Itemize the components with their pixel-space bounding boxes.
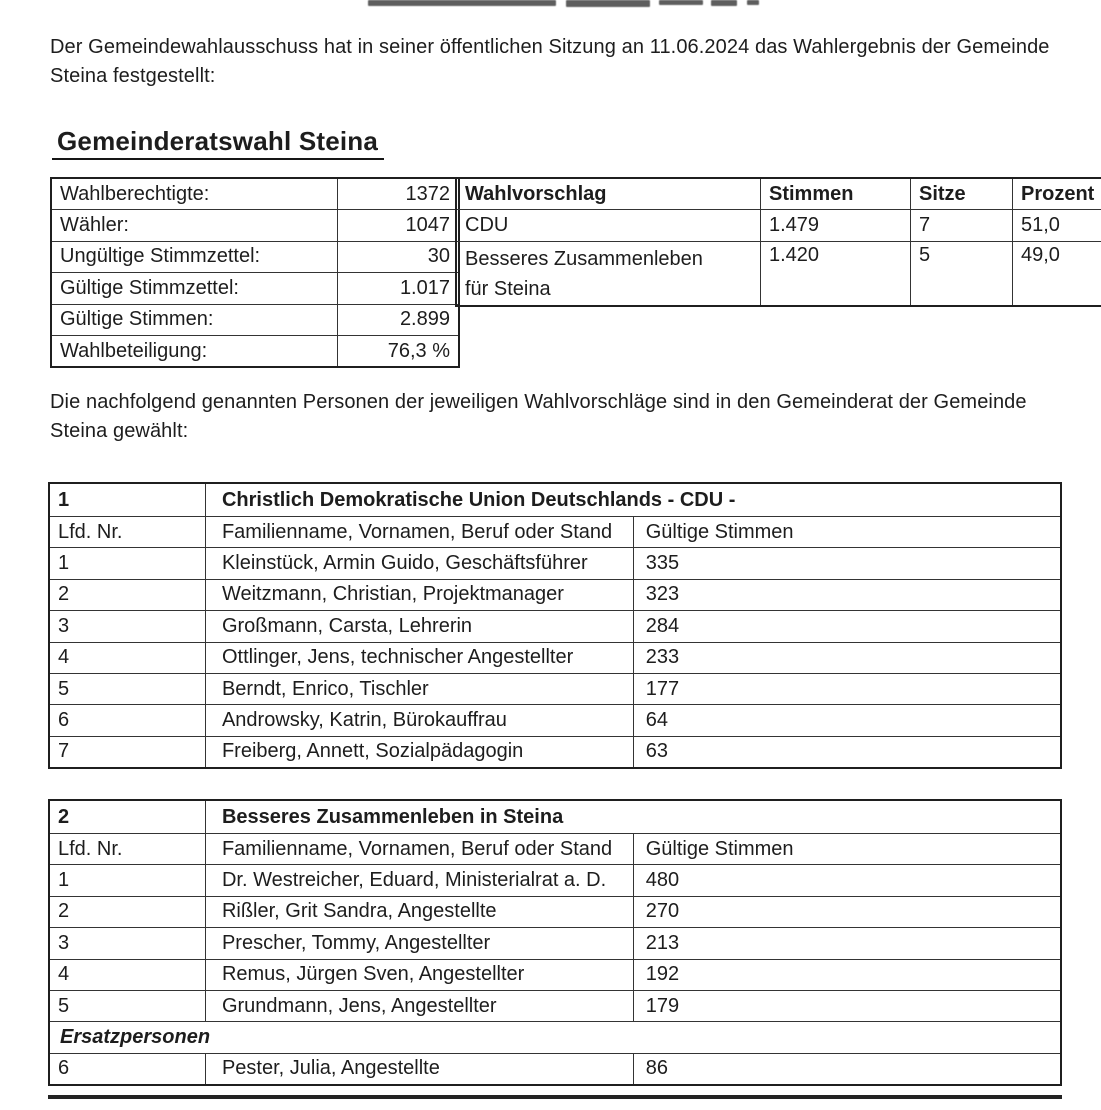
candidate-row bbox=[49, 865, 1061, 896]
column-header: Lfd. Nr. bbox=[49, 834, 205, 865]
results-cell bbox=[456, 241, 761, 306]
candidate-votes: 177 bbox=[633, 673, 1061, 704]
candidate-number: 3 bbox=[49, 928, 205, 959]
turnout-summary-table bbox=[50, 177, 460, 368]
candidate-name: Kleinstück, Armin Guido, Geschäftsführer bbox=[205, 548, 633, 579]
candidate-number: 4 bbox=[49, 642, 205, 673]
results-cell: 5 bbox=[911, 241, 1013, 306]
candidate-number: 5 bbox=[49, 673, 205, 704]
column-header: Gültige Stimmen bbox=[633, 834, 1061, 865]
candidate-votes: 192 bbox=[633, 959, 1061, 990]
results-row bbox=[456, 241, 1101, 306]
summary-value: 30 bbox=[338, 241, 460, 272]
candidate-name: Ottlinger, Jens, technischer Angestellter bbox=[205, 642, 633, 673]
summary-label: Wahlberechtigte: bbox=[51, 178, 338, 210]
candidate-number: 2 bbox=[49, 896, 205, 927]
candidate-row bbox=[49, 736, 1061, 768]
candidate-row bbox=[49, 611, 1061, 642]
results-cell: CDU bbox=[456, 210, 761, 241]
summary-value: 76,3 % bbox=[338, 335, 460, 367]
candidate-number: 3 bbox=[49, 611, 205, 642]
summary-label: Wahlbeteiligung: bbox=[51, 335, 338, 367]
summary-value: 1047 bbox=[338, 210, 460, 241]
party-table-besseres-zusammenleben bbox=[48, 799, 1062, 1086]
candidate-number: 2 bbox=[49, 579, 205, 610]
column-header: Sitze bbox=[911, 178, 1013, 210]
column-header: Familienname, Vornamen, Beruf oder Stand bbox=[205, 834, 633, 865]
summary-value: 2.899 bbox=[338, 304, 460, 335]
candidate-row bbox=[49, 673, 1061, 704]
ersatzpersonen-row bbox=[49, 1022, 1061, 1053]
summary-label: Gültige Stimmen: bbox=[51, 304, 338, 335]
party-title-row bbox=[49, 800, 1061, 834]
party-number: 2 bbox=[49, 800, 205, 834]
candidate-name: Rißler, Grit Sandra, Angestellte bbox=[205, 896, 633, 927]
candidate-name: Prescher, Tommy, Angestellter bbox=[205, 928, 633, 959]
next-row-cutoff-border bbox=[48, 1095, 1062, 1099]
summary-row bbox=[51, 335, 459, 367]
candidate-row bbox=[49, 642, 1061, 673]
party-column-header-row bbox=[49, 834, 1061, 865]
column-header: Familienname, Vornamen, Beruf oder Stand bbox=[205, 517, 633, 548]
column-header: Stimmen bbox=[761, 178, 911, 210]
results-header-row bbox=[456, 178, 1101, 210]
column-header: Gültige Stimmen bbox=[633, 517, 1061, 548]
candidate-name: Berndt, Enrico, Tischler bbox=[205, 673, 633, 704]
cutoff-title-text-fragment bbox=[368, 0, 759, 9]
candidate-number: 6 bbox=[49, 705, 205, 736]
party-title: Besseres Zusammenleben in Steina bbox=[205, 800, 1061, 834]
party-title-row bbox=[49, 483, 1061, 517]
candidate-row bbox=[49, 959, 1061, 990]
results-cell: 49,0 bbox=[1013, 241, 1101, 306]
summary-row bbox=[51, 241, 459, 272]
candidate-name: Grundmann, Jens, Angestellter bbox=[205, 990, 633, 1021]
column-header: Lfd. Nr. bbox=[49, 517, 205, 548]
candidate-votes: 63 bbox=[633, 736, 1061, 768]
party-members-table bbox=[48, 482, 1062, 769]
candidate-number: 1 bbox=[49, 548, 205, 579]
candidate-row bbox=[49, 579, 1061, 610]
candidate-votes: 64 bbox=[633, 705, 1061, 736]
candidate-number: 7 bbox=[49, 736, 205, 768]
summary-value: 1372 bbox=[338, 178, 460, 210]
candidate-votes: 233 bbox=[633, 642, 1061, 673]
candidate-row bbox=[49, 896, 1061, 927]
candidate-row bbox=[49, 990, 1061, 1021]
candidate-votes: 284 bbox=[633, 611, 1061, 642]
candidate-row bbox=[49, 705, 1061, 736]
results-cell: 1.420 bbox=[761, 241, 911, 306]
party-column-header-row bbox=[49, 517, 1061, 548]
summary-value: 1.017 bbox=[338, 273, 460, 304]
column-header: Prozent bbox=[1013, 178, 1101, 210]
candidate-votes: 213 bbox=[633, 928, 1061, 959]
candidate-name: Dr. Westreicher, Eduard, Ministerialrat a. D. bbox=[205, 865, 633, 896]
summary-row bbox=[51, 304, 459, 335]
candidate-name: Großmann, Carsta, Lehrerin bbox=[205, 611, 633, 642]
candidate-name: Weitzmann, Christian, Projektmanager bbox=[205, 579, 633, 610]
candidate-name: Pester, Julia, Angestellte bbox=[205, 1053, 633, 1085]
column-header: Wahlvorschlag bbox=[456, 178, 761, 210]
intro-paragraph: Der Gemeindewahlausschuss hat in seiner öffentlichen Sitzung an 11.06.2024 das Wahlergebnis der Gemeinde Steina festgestellt: bbox=[50, 36, 1050, 87]
candidate-votes: 480 bbox=[633, 865, 1061, 896]
ersatzpersonen-label: Ersatzpersonen bbox=[49, 1022, 1061, 1053]
candidate-row bbox=[49, 928, 1061, 959]
candidate-name: Freiberg, Annett, Sozialpädagogin bbox=[205, 736, 633, 768]
candidate-votes: 323 bbox=[633, 579, 1061, 610]
summary-row bbox=[51, 273, 459, 304]
party-members-table bbox=[48, 799, 1062, 1086]
party-table-cdu bbox=[48, 482, 1062, 769]
page-title: Gemeinderatswahl Steina bbox=[52, 126, 384, 160]
party-title: Christlich Demokratische Union Deutschlands - CDU - bbox=[205, 483, 1061, 517]
candidate-votes: 270 bbox=[633, 896, 1061, 927]
candidate-votes: 179 bbox=[633, 990, 1061, 1021]
candidate-number: 4 bbox=[49, 959, 205, 990]
results-cell: 7 bbox=[911, 210, 1013, 241]
candidate-row bbox=[49, 548, 1061, 579]
candidate-number: 6 bbox=[49, 1053, 205, 1085]
summary-row bbox=[51, 210, 459, 241]
summary-label: Wähler: bbox=[51, 210, 338, 241]
wahlvorschlag-results-table bbox=[455, 177, 1101, 307]
candidate-name: Androwsky, Katrin, Bürokauffrau bbox=[205, 705, 633, 736]
candidate-number: 1 bbox=[49, 865, 205, 896]
elected-persons-paragraph: Die nachfolgend genannten Personen der jeweiligen Wahlvorschläge sind in den Gemeinderat der Gemeinde Steina gewählt: bbox=[50, 391, 1027, 442]
results-row bbox=[456, 210, 1101, 241]
summary-row bbox=[51, 178, 459, 210]
results-cell: 1.479 bbox=[761, 210, 911, 241]
party-name: Besseres Zusammenleben für Steina bbox=[465, 247, 703, 300]
candidate-name: Remus, Jürgen Sven, Angestellter bbox=[205, 959, 633, 990]
candidate-votes: 335 bbox=[633, 548, 1061, 579]
substitute-row bbox=[49, 1053, 1061, 1085]
results-cell: 51,0 bbox=[1013, 210, 1101, 241]
candidate-number: 5 bbox=[49, 990, 205, 1021]
summary-label: Ungültige Stimmzettel: bbox=[51, 241, 338, 272]
party-number: 1 bbox=[49, 483, 205, 517]
summary-label: Gültige Stimmzettel: bbox=[51, 273, 338, 304]
candidate-votes: 86 bbox=[633, 1053, 1061, 1085]
